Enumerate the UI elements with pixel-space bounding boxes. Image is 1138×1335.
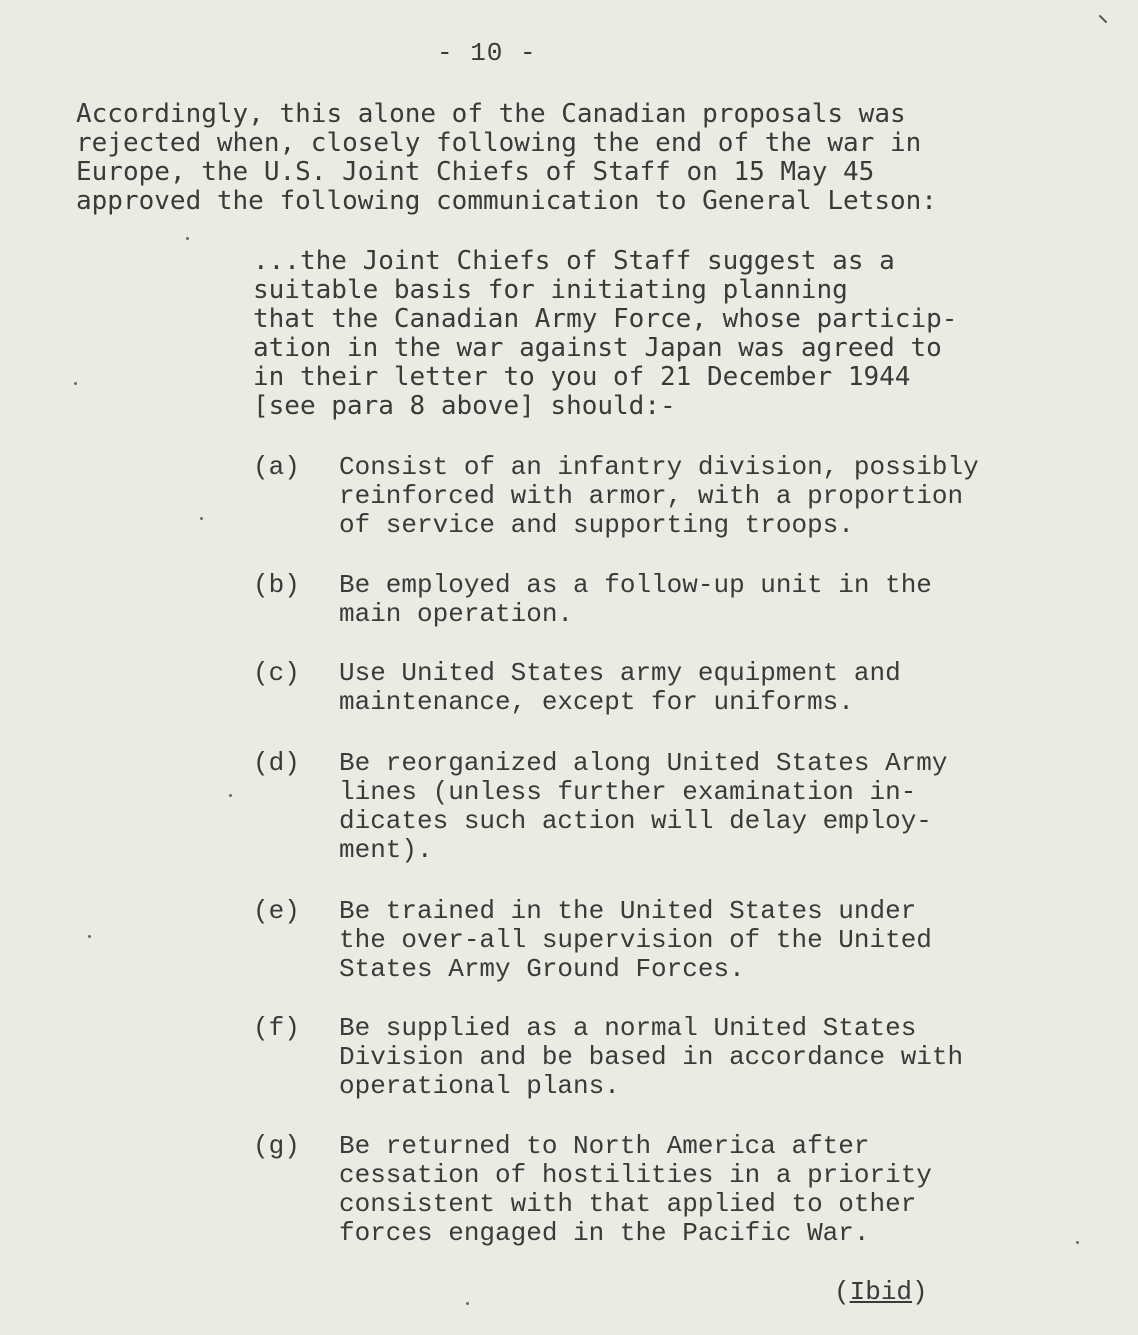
- paper-speck: [88, 935, 91, 938]
- paper-speck: [1076, 1241, 1079, 1244]
- intro-paragraph: Accordingly, this alone of the Canadian proposals was rejected when, closely following the end of the war in Europe, the U.S. Joint Chiefs of Staff on 15 May 45 approved the following communication to General Letson:: [76, 99, 937, 216]
- list-item-label: (f): [253, 1013, 300, 1043]
- list-item-label: (g): [253, 1131, 300, 1161]
- citation-text: Ibid: [849, 1277, 913, 1307]
- quoted-passage: ...the Joint Chiefs of Staff suggest as a suitable basis for initiating planning that the Canadian Army Force, whose particip- ation in the war against Japan was agreed to in their letter to you of 21 December 1944 [see para 8 above] should:-: [253, 246, 958, 421]
- list-item-text: Use United States army equipment and maintenance, except for uniforms.: [339, 658, 901, 717]
- paper-speck: [186, 237, 189, 240]
- paper-speck: [200, 517, 203, 520]
- list-item-label: (b): [253, 570, 300, 600]
- paper-speck: [229, 794, 232, 797]
- paper-speck: [466, 1302, 469, 1305]
- citation-close: ): [912, 1277, 928, 1307]
- list-item-label: (e): [253, 896, 300, 926]
- paper-speck: [74, 382, 77, 385]
- list-item-label: (a): [253, 452, 300, 482]
- list-item-text: Consist of an infantry division, possibly reinforced with armor, with a proportion of service and supporting troops.: [339, 452, 979, 540]
- page-number: - 10 -: [437, 38, 537, 68]
- list-item-text: Be reorganized along United States Army lines (unless further examination in- dicates such action will delay employ- ment).: [339, 748, 948, 865]
- list-item-text: Be supplied as a normal United States Division and be based in accordance with operational plans.: [339, 1013, 964, 1101]
- stray-mark: [1099, 15, 1107, 23]
- list-item-text: Be returned to North America after cessation of hostilities in a priority consistent with that applied to other forces engaged in the Pacific War.: [339, 1131, 932, 1248]
- citation: [834, 1277, 928, 1307]
- list-item-text: Be employed as a follow-up unit in the main operation.: [339, 570, 932, 629]
- list-item-label: (c): [253, 658, 300, 688]
- list-item-label: (d): [253, 748, 300, 778]
- citation-open: (: [834, 1277, 850, 1307]
- list-item-text: Be trained in the United States under the over-all supervision of the United States Army Ground Forces.: [339, 896, 932, 984]
